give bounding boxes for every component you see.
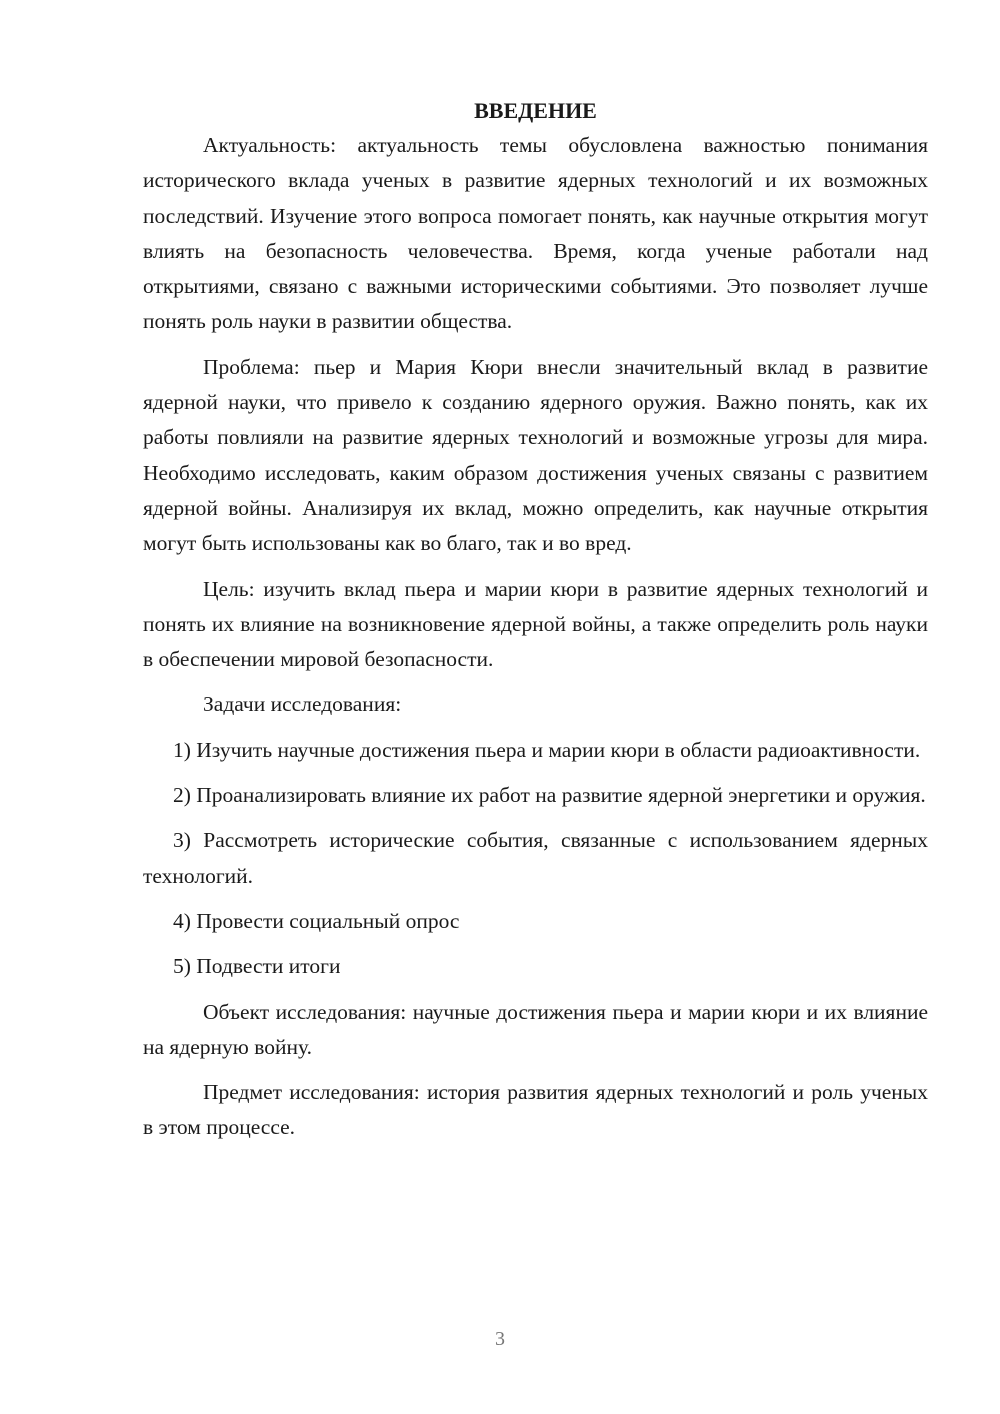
task-item-5: 5) Подвести итоги [173, 954, 341, 979]
task-item-3: 3) Рассмотреть исторические события, связанные с использованием ядерных технологий. [143, 828, 928, 888]
document-page [143, 93, 928, 1146]
page-number: 3 [495, 1328, 505, 1350]
task-item-2: 2) Проанализировать влияние их работ на развитие ядерной энергетики и оружия. [173, 783, 926, 808]
task-item-1: 1) Изучить научные достижения пьера и марии кюри в области радиоактивности. [173, 737, 921, 762]
paragraph-relevance: Актуальность: актуальность темы обусловлена важностью понимания исторического вклада ученых в развитие ядерных технологий и их возможных последствий. Изучение этого вопроса помогает понять, как научные открытия могут влиять на безопасность человечества. Время, когда ученые работали над открытиями, связано с важными историческими событиями. Это позволяет лучше понять роль науки в развитии общества. [143, 133, 928, 334]
paragraph-tasks-heading: Задачи исследования: [203, 692, 402, 717]
paragraph-object: Объект исследования: научные достижения пьера и марии кюри и их влияние на ядерную войну. [143, 999, 928, 1059]
paragraph-goal: Цель: изучить вклад пьера и марии кюри в развитие ядерных технологий и понять их влияние на возникновение ядерной войны, а также определить роль науки в обеспечении мировой безопасности. [143, 576, 928, 672]
paragraph-subject: Предмет исследования: история развития ядерных технологий и роль ученых в этом процессе. [143, 1080, 928, 1140]
paragraph-problem: Проблема: пьер и Мария Кюри внесли значительный вклад в развитие ядерной науки, что привело к созданию ядерного оружия. Важно понять, как их работы повлияли на развитие ядерных технологий и возможные угрозы для мира. Необходимо исследовать, каким образом достижения ученых связаны с развитием ядерной войны. Анализируя их вклад, можно определить, как научные открытия могут быть использованы как во благо, так и во вред. [143, 354, 928, 556]
document-title: ВВЕДЕНИЕ [474, 98, 597, 123]
task-item-4: 4) Провести социальный опрос [173, 908, 460, 933]
